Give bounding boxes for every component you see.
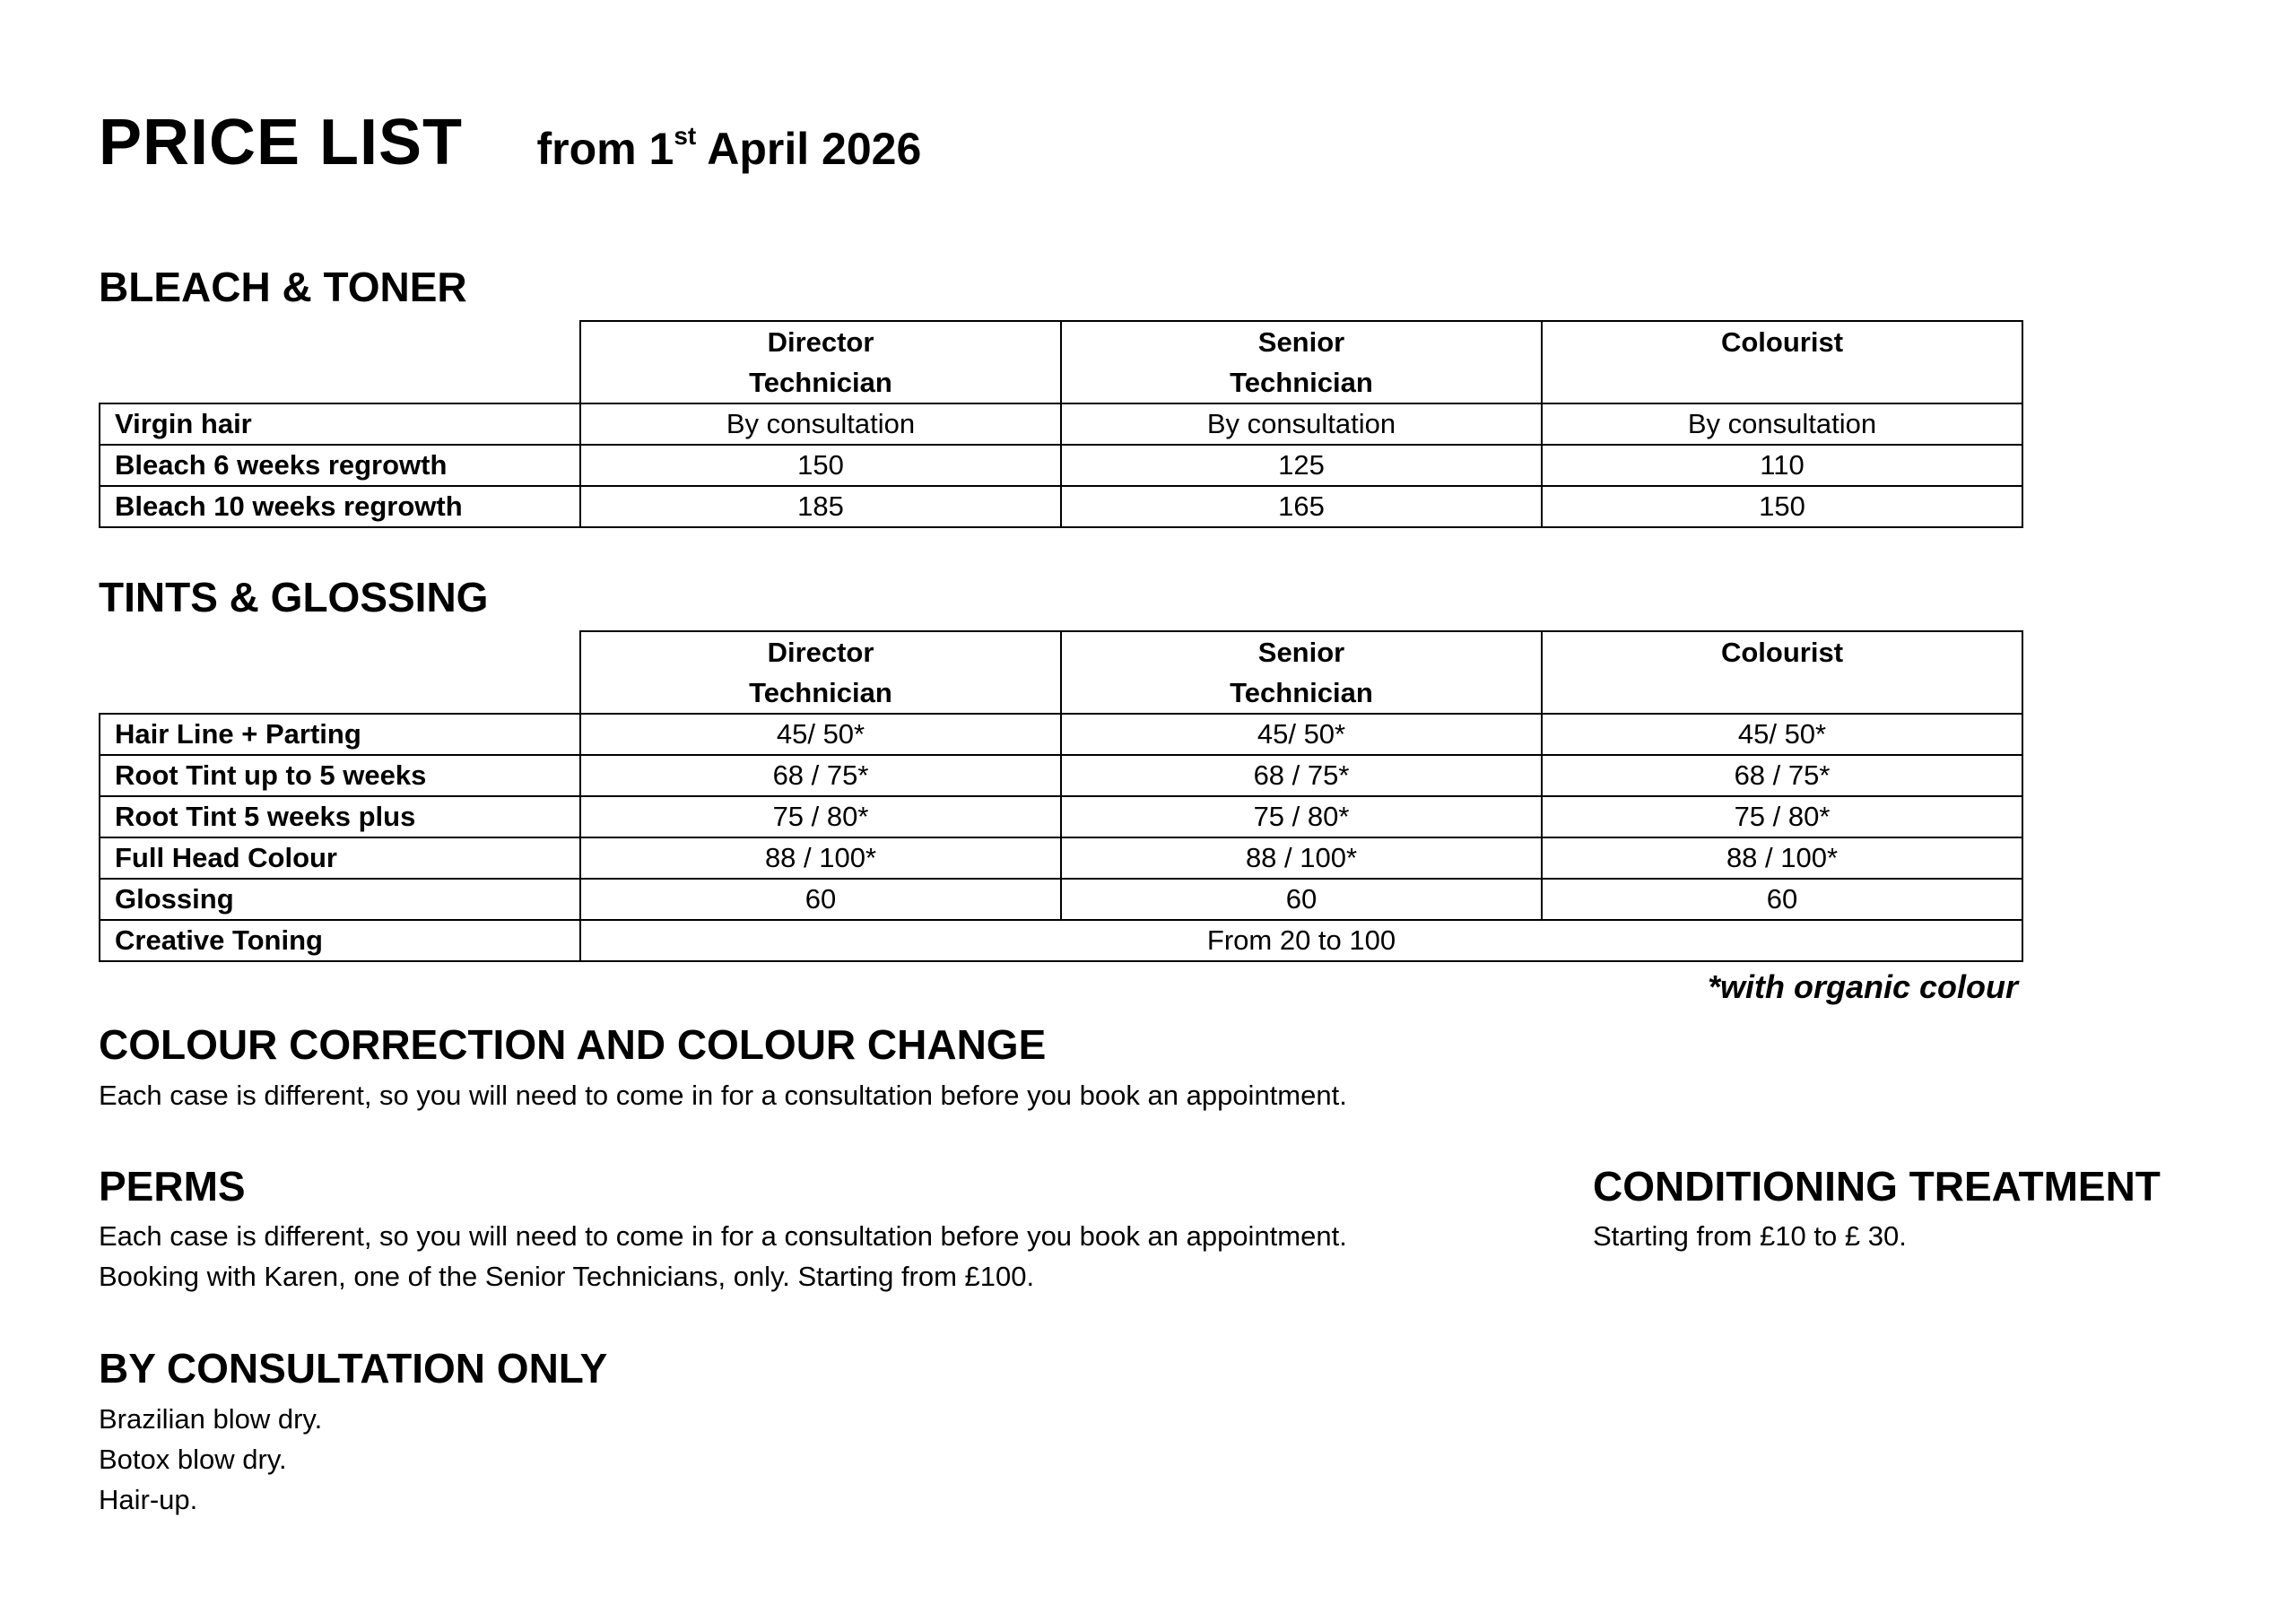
price-cell-director: 150 [580, 445, 1061, 486]
tints-header-row [100, 631, 2022, 714]
tints-price-table [99, 630, 2023, 962]
tints-heading: TINTS & GLOSSING [99, 574, 489, 620]
conditioning-text-block [1593, 1216, 1907, 1256]
column-header-director [580, 321, 1061, 403]
column-header-line: Technician [1230, 677, 1373, 708]
table-row [100, 837, 2022, 879]
price-cell-director: 60 [580, 879, 1061, 920]
colour-correction-text: Each case is different, so you will need to come in for a consultation before you book an appointment. [99, 1080, 1347, 1111]
row-label: Virgin hair [100, 403, 580, 445]
row-label: Bleach 10 weeks regrowth [100, 486, 580, 527]
row-label: Creative Toning [100, 920, 580, 961]
conditioning-text: Starting from £10 to £ 30. [1593, 1220, 1907, 1252]
perms-heading: PERMS [99, 1163, 246, 1210]
column-header-line: Technician [1230, 367, 1373, 398]
price-cell-senior: 60 [1061, 879, 1542, 920]
column-header-colourist [1542, 631, 2022, 714]
price-cell-merged: From 20 to 100 [580, 920, 2022, 961]
column-header-colourist [1542, 321, 2022, 403]
price-cell-senior: 75 / 80* [1061, 796, 1542, 837]
list-item: Hair-up. [99, 1484, 198, 1515]
table-row-creative-toning [100, 920, 2022, 961]
price-cell-senior: 165 [1061, 486, 1542, 527]
price-cell-director: 68 / 75* [580, 755, 1061, 796]
column-header-senior [1061, 631, 1542, 714]
effective-date [537, 122, 922, 175]
header-blank-cell [100, 631, 580, 714]
price-cell-director: By consultation [580, 403, 1061, 445]
consultation-only-list [99, 1399, 322, 1520]
table-row [100, 879, 2022, 920]
colour-correction-text-block [99, 1075, 1347, 1115]
bleach-price-table [99, 320, 2023, 528]
price-list-page [99, 0, 2251, 1622]
price-cell-colourist: 110 [1542, 445, 2022, 486]
row-label: Hair Line + Parting [100, 714, 580, 755]
table-row [100, 445, 2022, 486]
list-item: Brazilian blow dry. [99, 1403, 323, 1435]
row-label: Root Tint up to 5 weeks [100, 755, 580, 796]
row-label: Root Tint 5 weeks plus [100, 796, 580, 837]
colour-correction-heading: COLOUR CORRECTION AND COLOUR CHANGE [99, 1021, 1047, 1068]
row-label: Full Head Colour [100, 837, 580, 879]
effective-date-suffix: April 2026 [696, 124, 922, 174]
column-header-line: Colourist [1720, 637, 1844, 668]
price-cell-colourist: 45/ 50* [1542, 714, 2022, 755]
table-row [100, 796, 2022, 837]
column-header-line: Colourist [1720, 326, 1844, 358]
perms-text-block [99, 1216, 1347, 1297]
perms-text-line: Booking with Karen, one of the Senior Technicians, only. Starting from £100. [99, 1261, 1035, 1292]
column-header-line: Senior [1257, 637, 1345, 668]
price-cell-senior: 88 / 100* [1061, 837, 1542, 879]
price-cell-director: 88 / 100* [580, 837, 1061, 879]
price-cell-senior: 125 [1061, 445, 1542, 486]
header-blank-cell [100, 321, 580, 403]
page-title: PRICE LIST [99, 107, 464, 178]
row-label: Glossing [100, 879, 580, 920]
price-cell-senior: 68 / 75* [1061, 755, 1542, 796]
price-cell-director: 45/ 50* [580, 714, 1061, 755]
price-cell-colourist: By consultation [1542, 403, 2022, 445]
price-cell-colourist: 75 / 80* [1542, 796, 2022, 837]
table-row [100, 403, 2022, 445]
column-header-senior [1061, 321, 1542, 403]
bleach-heading: BLEACH & TONER [99, 264, 467, 310]
bleach-header-row [100, 321, 2022, 403]
price-cell-colourist: 68 / 75* [1542, 755, 2022, 796]
price-cell-colourist: 88 / 100* [1542, 837, 2022, 879]
table-row [100, 714, 2022, 755]
column-header-line: Director [767, 637, 874, 668]
effective-date-ordinal: st [674, 122, 697, 150]
column-header-line: Technician [749, 677, 892, 708]
price-cell-senior: 45/ 50* [1061, 714, 1542, 755]
price-cell-colourist: 150 [1542, 486, 2022, 527]
column-header-line: Technician [749, 367, 892, 398]
list-item: Botox blow dry. [99, 1444, 287, 1475]
column-header-line: Director [767, 326, 874, 358]
column-header-line: Senior [1257, 326, 1345, 358]
column-header-director [580, 631, 1061, 714]
table-row [100, 486, 2022, 527]
price-cell-colourist: 60 [1542, 879, 2022, 920]
price-cell-senior: By consultation [1061, 403, 1542, 445]
row-label: Bleach 6 weeks regrowth [100, 445, 580, 486]
perms-text-line: Each case is different, so you will need to come in for a consultation before you book an appointment. [99, 1220, 1347, 1252]
organic-colour-footnote: *with organic colour [1707, 968, 2018, 1005]
table-row [100, 755, 2022, 796]
conditioning-heading: CONDITIONING TREATMENT [1593, 1163, 2161, 1210]
price-cell-director: 75 / 80* [580, 796, 1061, 837]
price-cell-director: 185 [580, 486, 1061, 527]
title-row [99, 106, 921, 179]
effective-date-prefix: from 1 [536, 124, 674, 174]
consultation-only-heading: BY CONSULTATION ONLY [99, 1345, 608, 1392]
